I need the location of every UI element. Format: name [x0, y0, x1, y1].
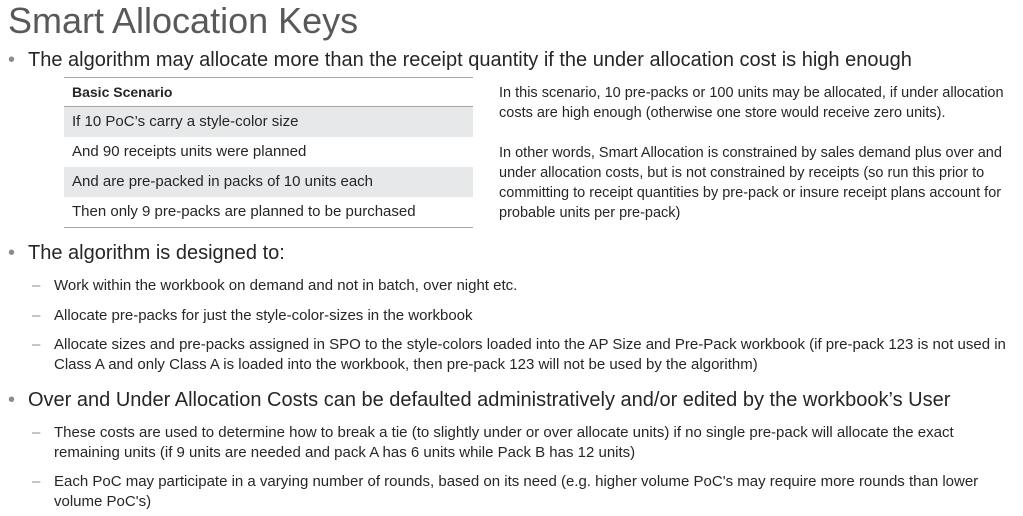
- explanation-paragraph: In this scenario, 10 pre-packs or 100 units may be allocated, if under allocation costs are high enough (otherwise one store would receive zero units).: [499, 85, 1004, 121]
- sub-bullet: [32, 423, 1017, 463]
- bullet-text: The algorithm may allocate more than the receipt quantity if the under allocation cost is high enough: [28, 49, 912, 71]
- table-row: Then only 9 pre-packs are planned to be purchased: [72, 203, 416, 220]
- dash-glyph: –: [32, 473, 41, 490]
- sub-bullet: [32, 472, 1017, 512]
- sub-bullet: [32, 276, 1017, 296]
- sub-bullet: [32, 335, 1017, 375]
- bullet-designed-to: [8, 242, 285, 265]
- dash-glyph: –: [32, 307, 41, 324]
- sub-bullet-text: Each PoC may participate in a varying number of rounds, based on its need (e.g. higher volume PoC's may require more rounds than lower volume PoC's): [54, 473, 979, 510]
- dash-glyph: –: [32, 424, 41, 441]
- bullet-text: The algorithm is designed to:: [28, 242, 285, 264]
- sub-bullet: [32, 306, 1017, 326]
- bullet-dot: •: [8, 49, 16, 71]
- bullet-dot: •: [8, 389, 16, 411]
- scenario-explanation: [499, 83, 1019, 223]
- explanation-paragraph: In other words, Smart Allocation is constrained by sales demand plus over and under allocation costs, but is not constrained by receipts (so run this prior to committing to receipt quantities by pre-pack or insure receipt plans account for probable units per pre-pack): [499, 145, 1002, 221]
- bullet-text: Over and Under Allocation Costs can be defaulted administratively and/or edited by the workbook’s User: [28, 389, 951, 411]
- bullet-dot: •: [8, 242, 16, 264]
- basic-scenario-table: [64, 77, 473, 228]
- table-row: If 10 PoC’s carry a style-color size: [64, 107, 473, 137]
- sub-bullet-text: Allocate pre-packs for just the style-color-sizes in the workbook: [54, 307, 473, 324]
- sub-bullet-text: Work within the workbook on demand and not in batch, over night etc.: [54, 277, 518, 294]
- sub-bullet-text: Allocate sizes and pre-packs assigned in SPO to the style-colors loaded into the AP Size and Pre-Pack workbook (if pre-pack 123 is not used in Class A and only Class A is loaded into the workbook, then pre-pack 123 will not be used by the algorithm): [54, 336, 1006, 373]
- dash-glyph: –: [32, 277, 41, 294]
- dash-glyph: –: [32, 336, 41, 353]
- table-header: Basic Scenario: [64, 78, 473, 107]
- table-row: And are pre-packed in packs of 10 units each: [64, 167, 473, 197]
- bullet-costs: [8, 389, 950, 412]
- table-row: And 90 receipts units were planned: [72, 143, 307, 160]
- bullet-allocate-more: [8, 49, 912, 72]
- sub-bullet-text: These costs are used to determine how to break a tie (to slightly under or over allocate units) if no single pre-pack will allocate the exact remaining units (if 9 units are needed and pack A has 6 units while Pack B has 12 units): [54, 424, 954, 461]
- slide-title: Smart Allocation Keys: [8, 0, 359, 41]
